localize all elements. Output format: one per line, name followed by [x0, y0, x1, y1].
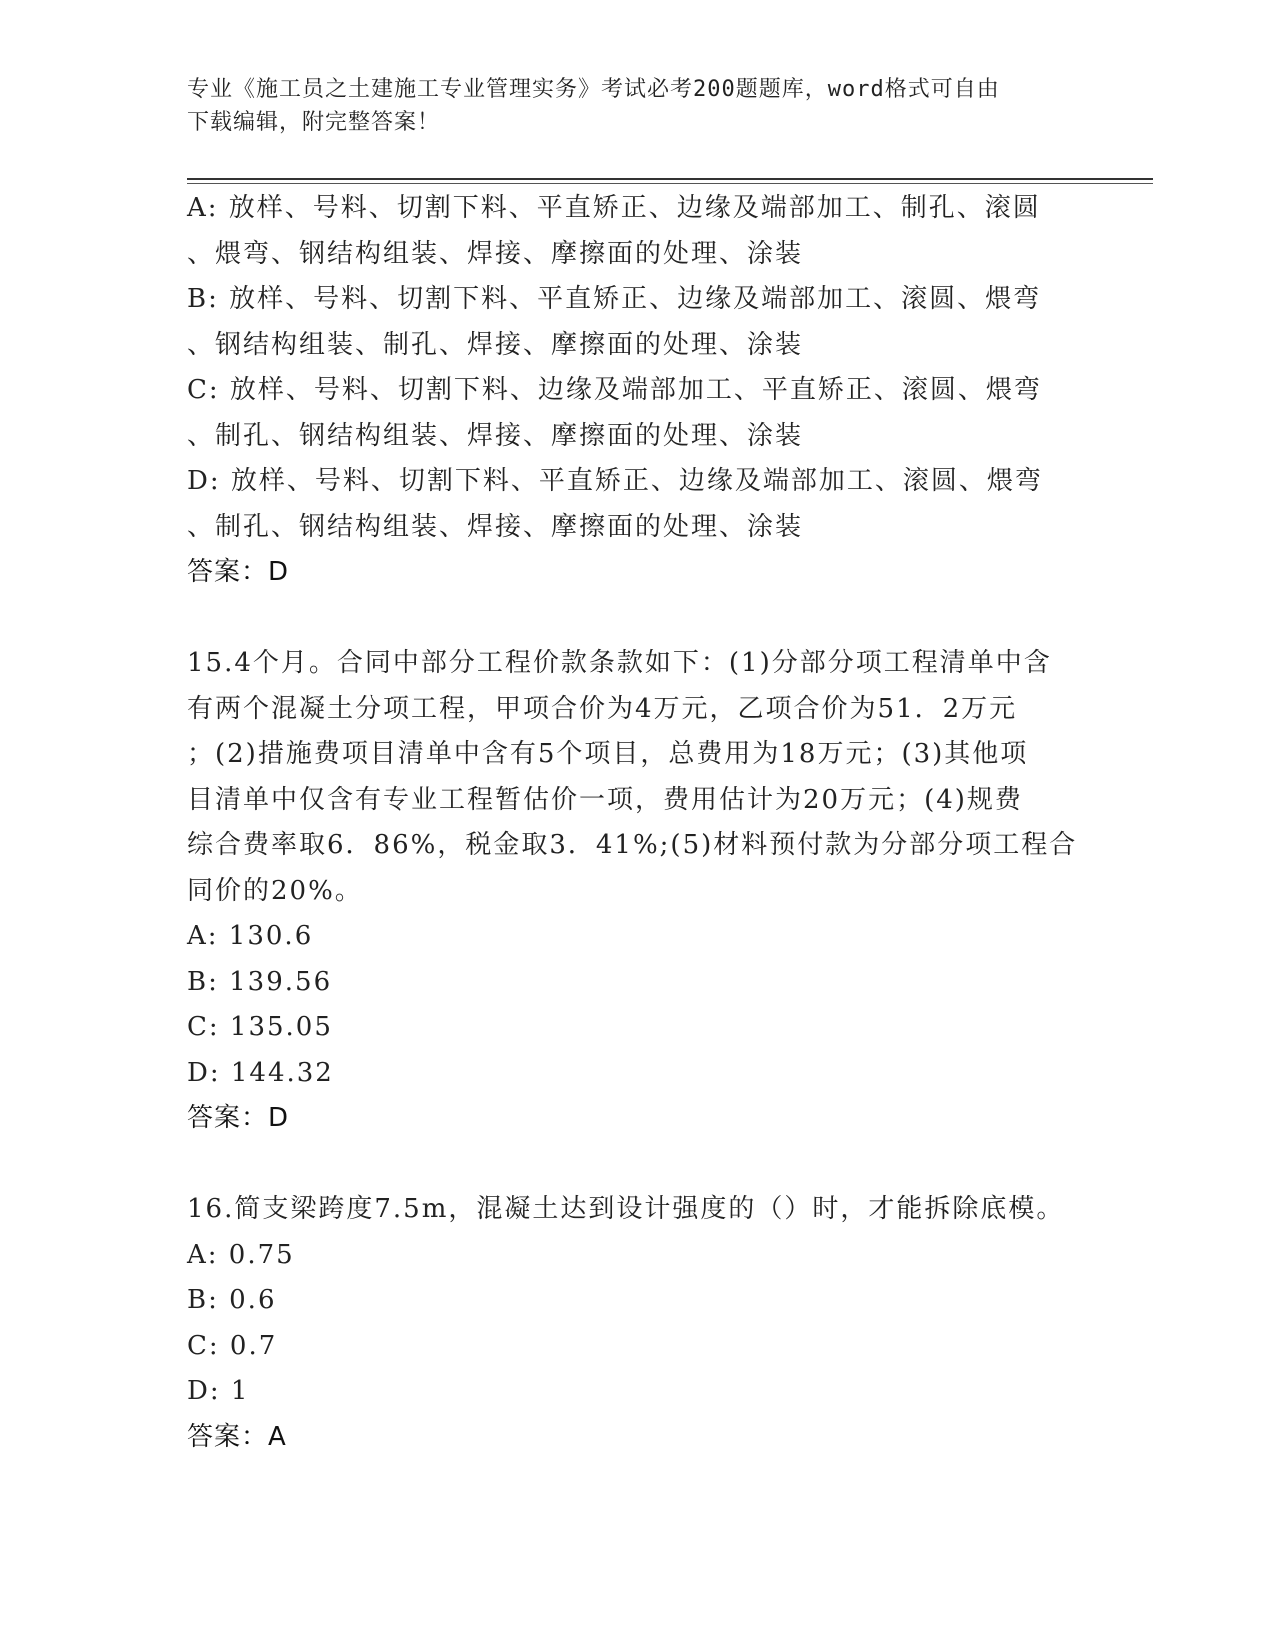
question-15-stem-line-2: 有两个混凝土分项工程，甲项合价为4万元，乙项合价为51．2万元: [187, 693, 1018, 724]
question-15-stem-line-5: 综合费率取6．86%，税金取3．41%;(5)材料预付款为分部分项工程合: [187, 830, 1078, 860]
document-header: [187, 73, 1067, 139]
option-a-line-2: 、煨弯、钢结构组装、焊接、摩擦面的处理、涂装: [187, 238, 804, 269]
answer-14: 答案：D: [187, 557, 290, 587]
option-d: D: 1: [187, 1376, 250, 1406]
spacer: [187, 1142, 1087, 1188]
question-14: [187, 186, 1087, 596]
option-a-line-1: A: 放样、号料、切割下料、平直矫正、边缘及端部加工、制孔、滚圆: [187, 193, 1041, 223]
header-divider-thick: [187, 178, 1153, 180]
option-c-line-2: 、制孔、钢结构组装、焊接、摩擦面的处理、涂装: [187, 420, 804, 451]
option-d: D: 144.32: [187, 1057, 334, 1088]
spacer: [187, 596, 1087, 642]
option-c: C: 0.7: [187, 1330, 278, 1361]
header-line-1: 专业《施工员之土建施工专业管理实务》考试必考200题题库，word格式可自由: [187, 77, 1000, 102]
header-divider-thin: [187, 183, 1153, 184]
option-c-line-1: C: 放样、号料、切割下料、边缘及端部加工、平直矫正、滚圆、煨弯: [187, 375, 1042, 405]
question-16: [187, 1187, 1087, 1460]
answer-15: 答案：D: [187, 1103, 290, 1133]
option-b-line-1: B: 放样、号料、切割下料、平直矫正、边缘及端部加工、滚圆、煨弯: [187, 284, 1042, 314]
option-b: B: 139.56: [187, 966, 333, 997]
option-d-line-1: D: 放样、号料、切割下料、平直矫正、边缘及端部加工、滚圆、煨弯: [187, 466, 1043, 496]
question-15-stem-line-4: 目清单中仅含有专业工程暂估价一项，费用估计为20万元；(4)规费: [187, 784, 1023, 815]
option-c: C: 135.05: [187, 1012, 333, 1042]
question-15-stem-line-1: 15.4个月。合同中部分工程价款条款如下：(1)分部分项工程清单中含: [187, 648, 1052, 678]
header-line-2: 下载编辑，附完整答案！: [187, 110, 441, 135]
option-b: B: 0.6: [187, 1285, 277, 1315]
question-15-stem-line-3: ；(2)措施费项目清单中含有5个项目，总费用为18万元；(3)其他项: [187, 739, 1029, 769]
option-a: A: 0.75: [187, 1239, 295, 1270]
document-body: [187, 186, 1087, 1460]
option-a: A: 130.6: [187, 921, 314, 951]
question-15: [187, 641, 1087, 1142]
question-16-stem: 16.简支梁跨度7.5m，混凝土达到设计强度的（）时，才能拆除底模。: [187, 1194, 1065, 1224]
question-15-stem-line-6: 同价的20%。: [187, 875, 363, 906]
option-d-line-2: 、制孔、钢结构组装、焊接、摩擦面的处理、涂装: [187, 511, 804, 542]
answer-16: 答案：A: [187, 1421, 287, 1452]
option-b-line-2: 、钢结构组装、制孔、焊接、摩擦面的处理、涂装: [187, 329, 804, 360]
